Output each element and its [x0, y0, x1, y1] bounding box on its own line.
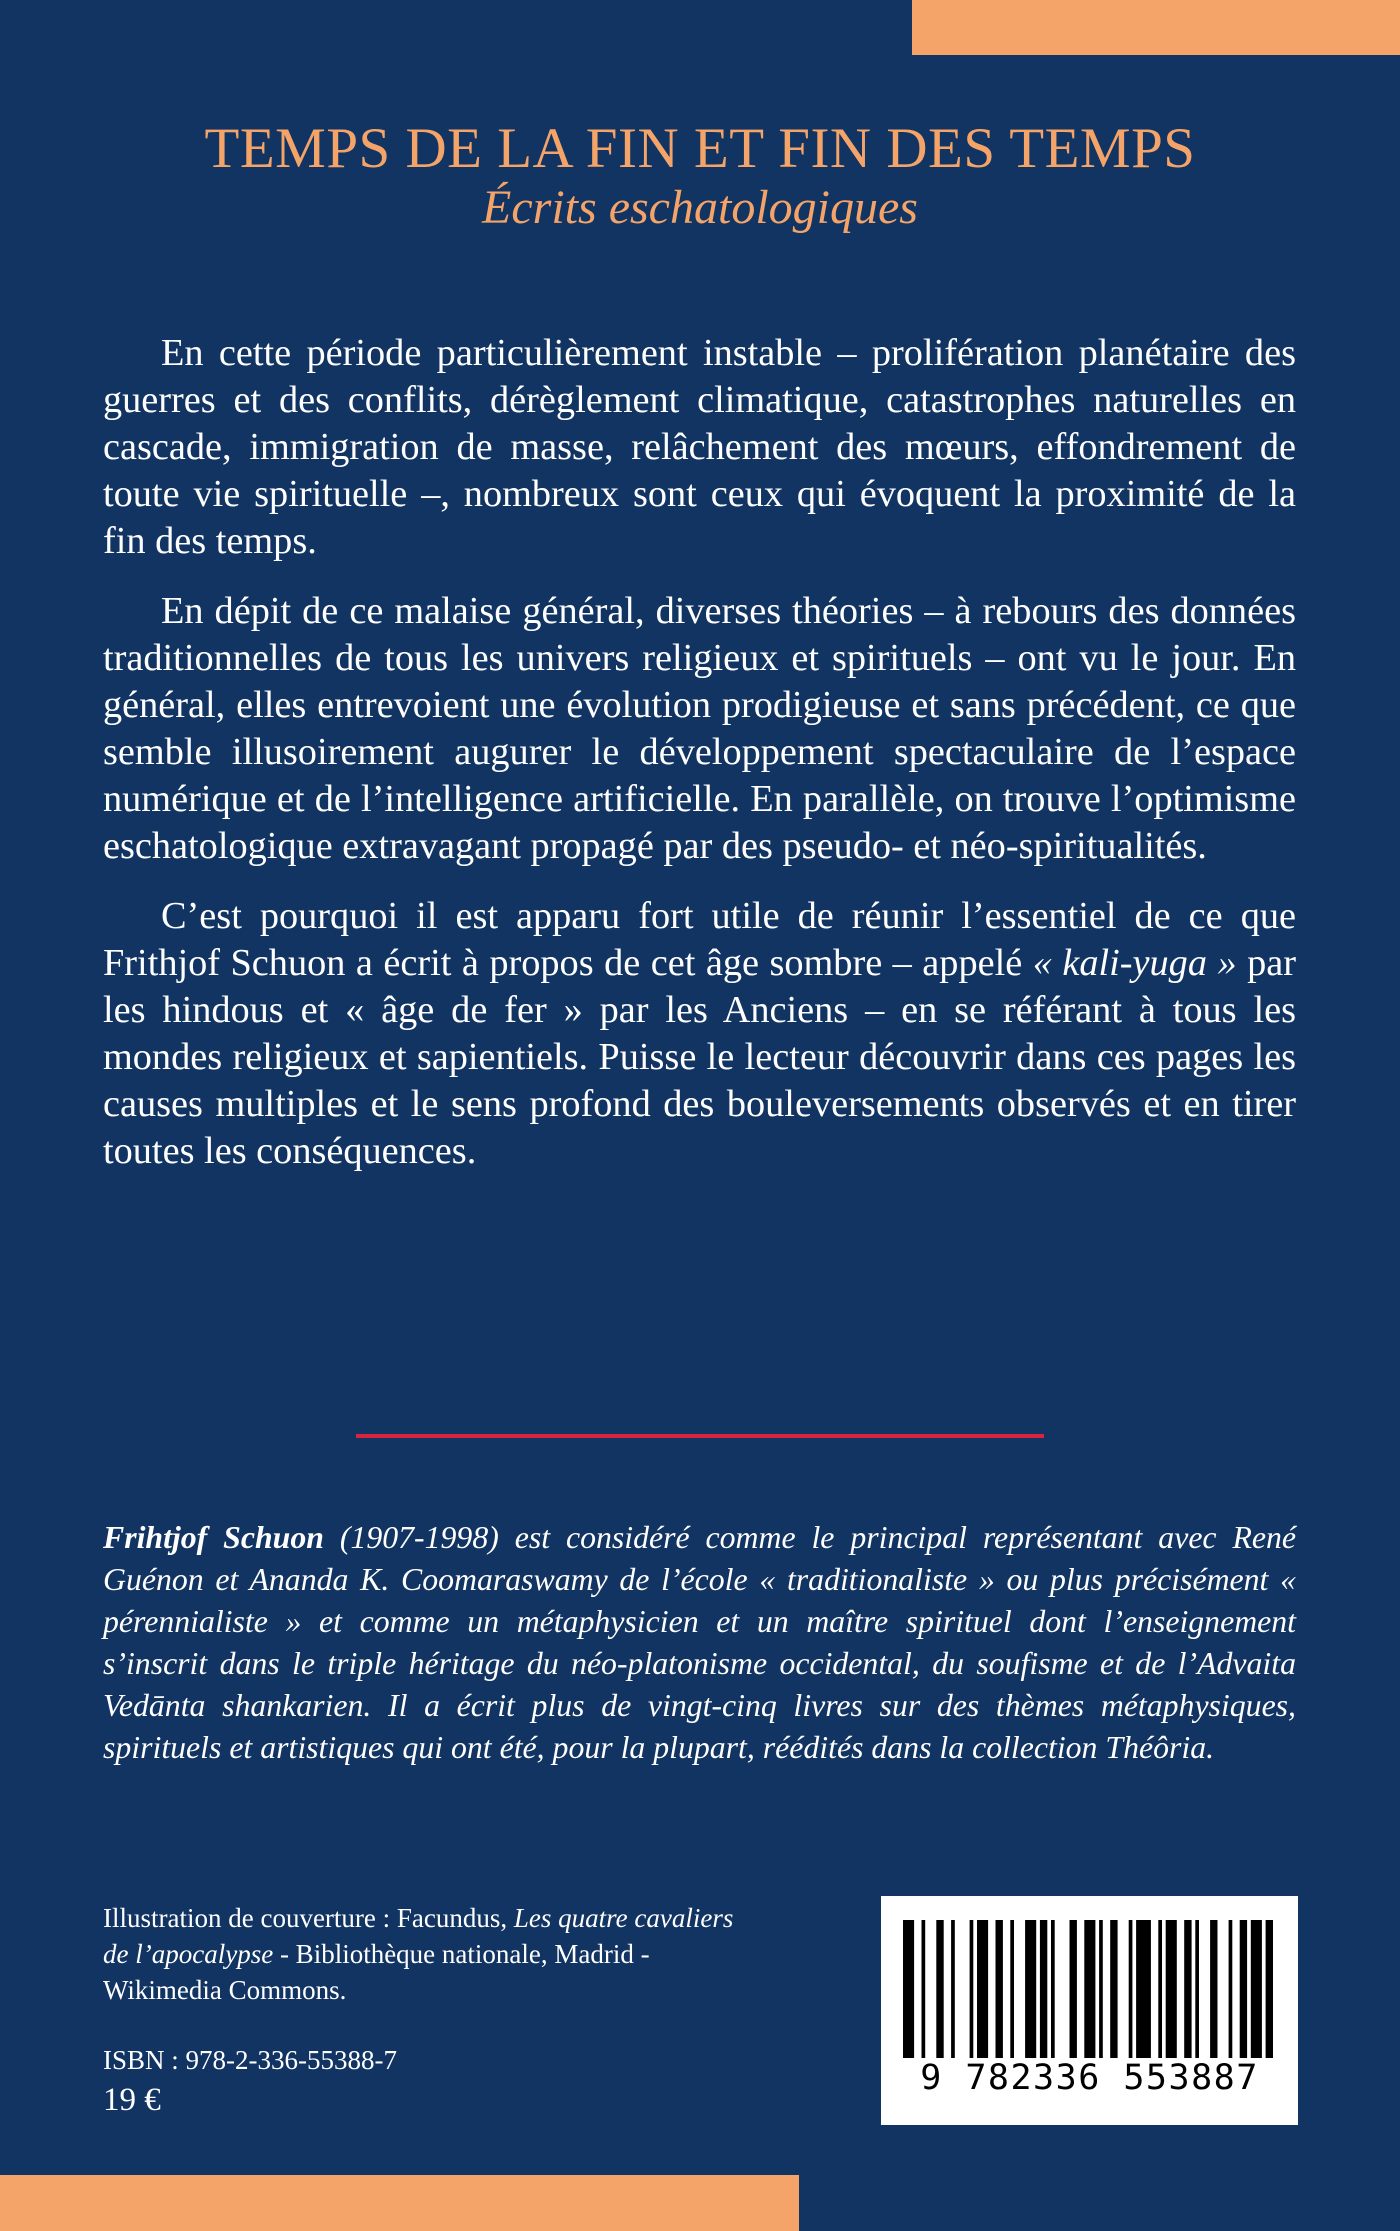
barcode-bar-23 — [1240, 1920, 1247, 2058]
summary-paragraph-3 — [103, 893, 1296, 1175]
barcode-bar-5 — [977, 1920, 988, 2058]
barcode-bar-24 — [1251, 1920, 1262, 2058]
barcode-bar-9 — [1040, 1920, 1047, 2058]
barcode-bar-3 — [951, 1920, 955, 2058]
barcode-bar-18 — [1166, 1920, 1177, 2058]
credit-prefix: Illustration de couverture : Facundus, — [103, 1903, 514, 1933]
author-bio-text: (1907-1998) est considéré comme le principal représentant avec René Guénon et Ananda K. Coomaraswamy de l’école « traditionaliste » ou plus précisément « pérennialiste » et comme un métaphysicien et un maître spirituel dont l’enseignement s’inscrit dans le triple héritage du néo-platonisme occidental, du soufisme et de l’Advaita Vedānta shankarien. Il a écrit plus de vingt-cinq livres sur des thèmes métaphysiques, spirituels et artistiques qui ont été, pour la plupart, réédités dans la collection Théôria. — [103, 1520, 1297, 1765]
author-bio — [103, 1517, 1296, 1769]
barcode-bar-0 — [903, 1920, 914, 2058]
barcode-bar-22 — [1229, 1920, 1233, 2058]
credit-work-title: Les quatre cavaliers de l’apocalypse — [103, 1903, 734, 1969]
credit-suffix: - Bibliothèque nationale, Madrid - Wikimedia Commons. — [103, 1939, 650, 2005]
summary-paragraph-1: En cette période particulièrement instable – prolifération planétaire des guerres et des conflits, dérèglement climatique, catastrophes naturelles en cascade, immigration de masse, relâchement des mœurs, effondrement de toute vie spirituelle –, nombreux sont ceux qui évoquent la proximité de la fin des temps. — [103, 332, 1296, 562]
book-subtitle: Écrits eschatologiques — [482, 181, 918, 234]
barcode-bar-7 — [1010, 1920, 1014, 2058]
top-accent-band — [912, 0, 1400, 55]
cover-illustration-credit — [103, 1900, 743, 2008]
barcode-bar-6 — [996, 1920, 1003, 2058]
barcode-bar-19 — [1184, 1920, 1191, 2058]
barcode-bar-11 — [1070, 1920, 1077, 2058]
barcode-bar-17 — [1158, 1920, 1162, 2058]
summary-paragraph-3-term: « kali-yuga » — [1032, 942, 1237, 984]
barcode-bar-16 — [1136, 1920, 1151, 2058]
barcode-digits: 9 782336 553887 — [920, 2058, 1259, 2098]
barcode-bar-20 — [1195, 1920, 1199, 2058]
barcode-bar-8 — [1025, 1920, 1036, 2058]
barcode-bar-2 — [936, 1920, 943, 2058]
summary-paragraph-2: En dépit de ce malaise général, diverses théories – à rebours des données traditionnelles de tous les univers religieux et spirituels – ont vu le jour. En général, elles entrevoient une évolution prodigieuse et sans précédent, ce que semble illusoirement augurer le développement spectaculaire de l’espace numérique et de l’intelligence artificielle. En parallèle, on trouve l’optimisme eschatologique extravagant propagé par des pseudo- et néo-spiritualités. — [103, 590, 1296, 867]
barcode-bar-1 — [922, 1920, 926, 2058]
barcode-bar-12 — [1084, 1920, 1095, 2058]
price-label: 19 € — [103, 2082, 161, 2118]
barcode-bar-4 — [970, 1920, 974, 2058]
summary-paragraph-3-start: C’est pourquoi il est apparu fort utile de réunir l’essentiel de ce que Frithjof Schuon a écrit à propos de cet âge sombre – appelé — [103, 895, 1296, 984]
section-divider — [356, 1434, 1044, 1438]
barcode-bar-10 — [1051, 1920, 1055, 2058]
bottom-accent-band — [0, 2175, 799, 2231]
book-title: TEMPS DE LA FIN ET FIN DES TEMPS — [204, 117, 1196, 180]
barcode-bar-14 — [1110, 1920, 1117, 2058]
author-name: Frihtjof Schuon — [103, 1520, 324, 1555]
barcode-bar-25 — [1266, 1920, 1273, 2058]
summary-text — [103, 330, 1296, 1198]
barcode-bar-15 — [1129, 1920, 1133, 2058]
isbn-label: ISBN : 978-2-336-55388-7 — [103, 2045, 397, 2075]
summary-paragraph-3-end: par les hindous et « âge de fer » par les Anciens – en se référant à tous les mondes religieux et sapientiels. Puisse le lecteur découvrir dans ces pages les causes multiples et le sens profond des bouleversements observés et en tirer toutes les conséquences. — [103, 942, 1296, 1172]
barcode-bar-13 — [1099, 1920, 1103, 2058]
barcode — [881, 1896, 1298, 2125]
barcode-bar-21 — [1210, 1920, 1217, 2058]
cover-header — [0, 118, 1400, 236]
